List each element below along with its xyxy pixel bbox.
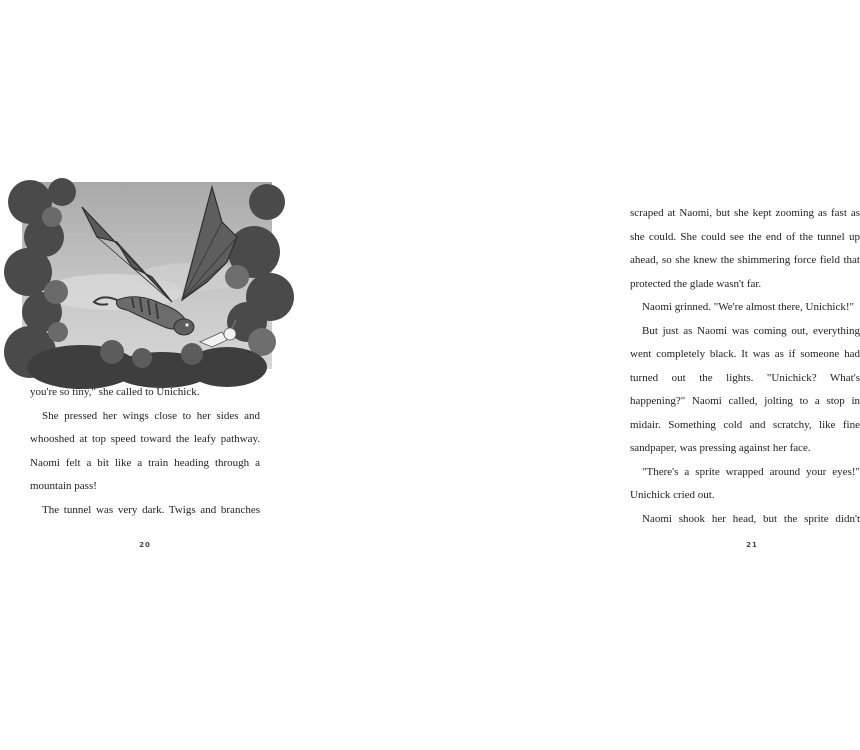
paragraph: But just as Naomi was coming out, everything went completely black. It was as if someone had turned out the lights. "Unichick? What's happening?" Naomi called, jolting to a stop in midair. Something cold and scratchy, like fine sandpaper, was pressing against her face. (630, 324, 860, 454)
paragraph: Naomi grinned. "We're almost there, Unichick!" (642, 301, 854, 313)
paragraph: The tunnel was very dark. Twigs and branches (42, 503, 260, 516)
page-number: 21 (746, 541, 758, 549)
paragraph: "There's a sprite wrapped around your eyes!" Unichick cried out. (630, 465, 860, 501)
right-page (300, 0, 860, 750)
dragon-illustration (22, 182, 272, 369)
paragraph: scraped at Naomi, but she kept zooming as fast as she could. She could see the end of the tunnel up ahead, so she knew the shimmering force field that protected the glade wasn't far. (630, 207, 860, 290)
page-number: 20 (139, 541, 151, 549)
left-page (0, 0, 300, 750)
paragraph: She pressed her wings close to her sides and whooshed at top speed toward the leafy pathway. Naomi felt a bit like a train heading through a mountain pass! (30, 409, 260, 492)
paragraph: Naomi shook her head, but the sprite didn't (642, 512, 860, 525)
left-page-text (30, 381, 260, 522)
right-page-text (630, 202, 860, 531)
paragraph: you're so tiny," she called to Unichick. (30, 386, 200, 398)
